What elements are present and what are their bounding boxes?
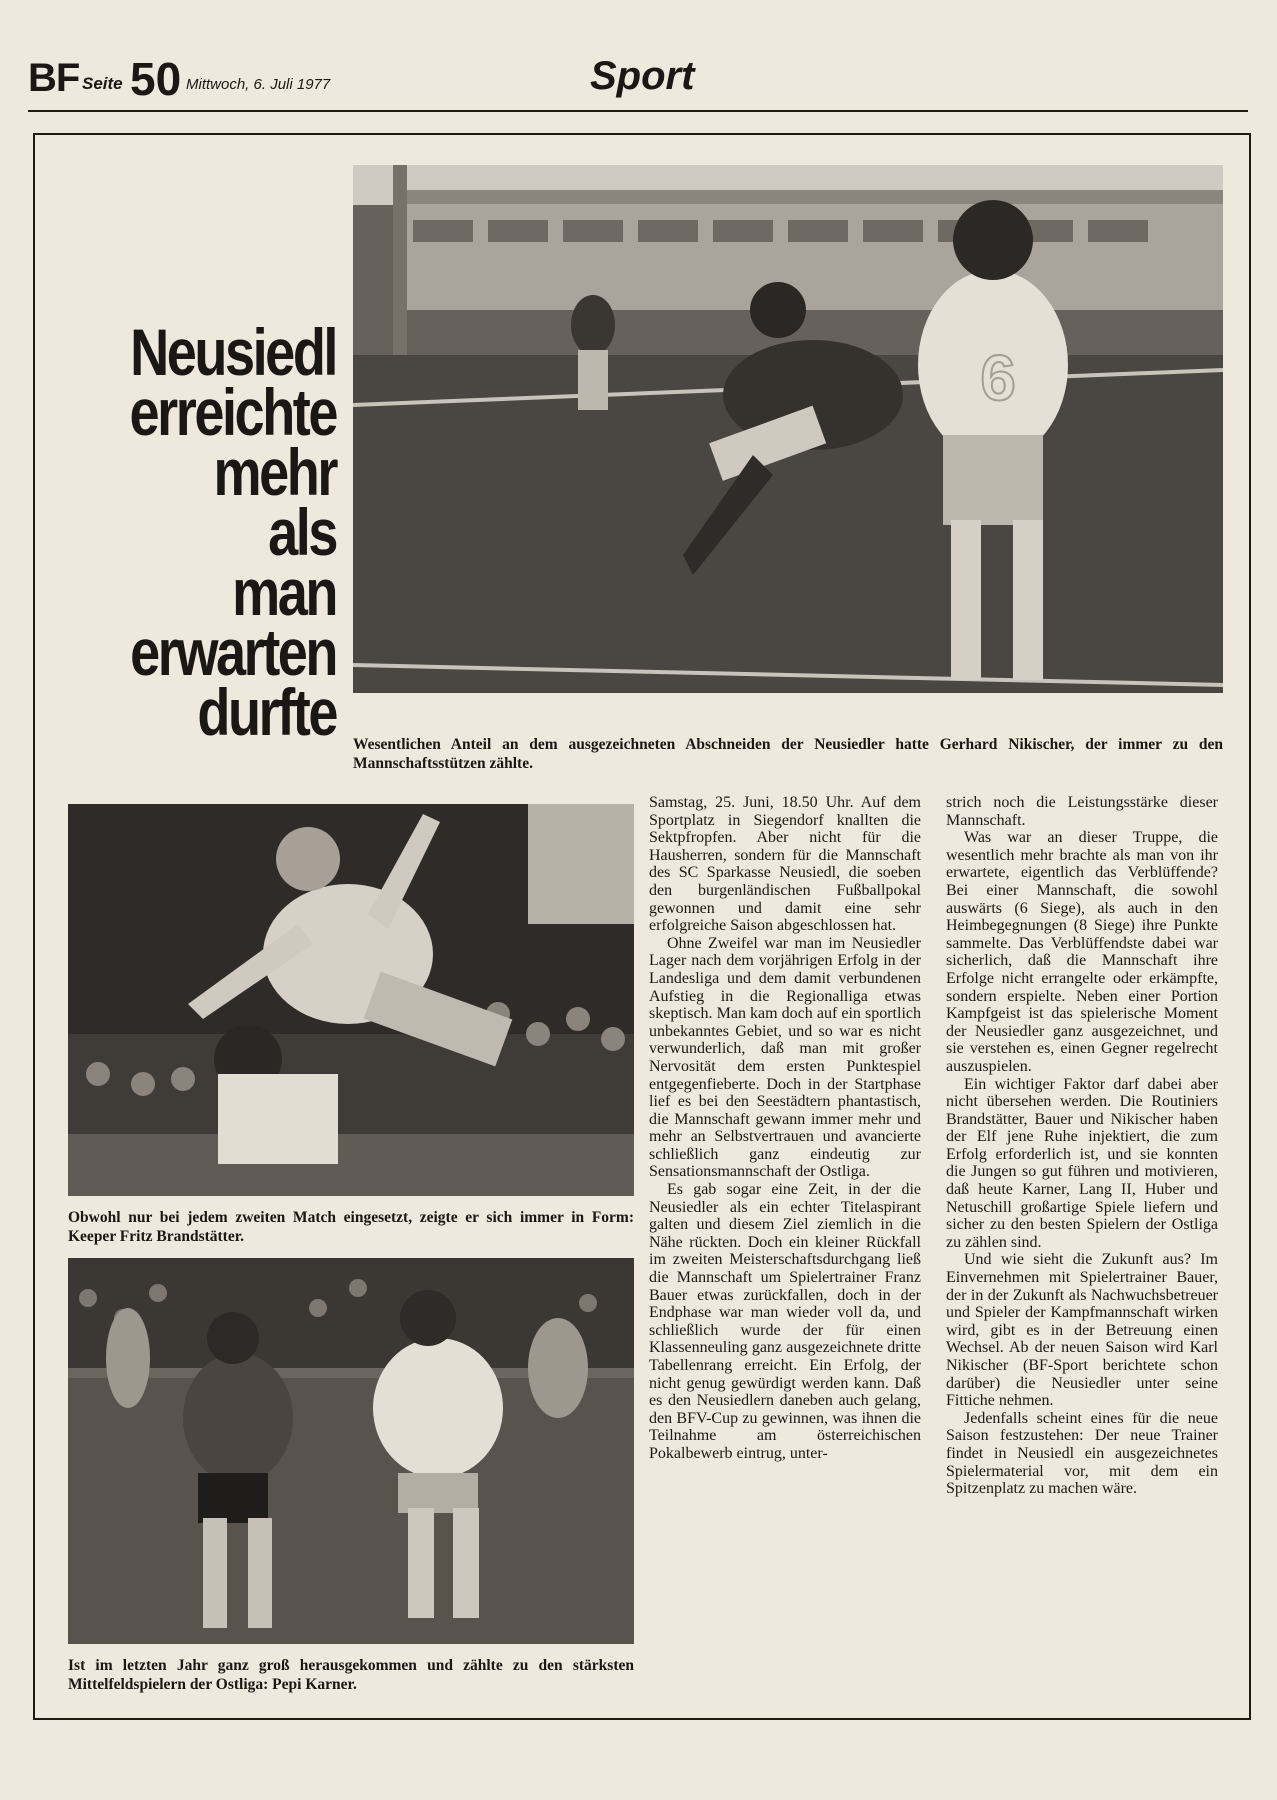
- article-paragraph: Was war an dieser Truppe, die wesentlich mehr brachte als man von ihr erwartete, eigentlich das Verblüffende? Bei einer Mannschaft, die sowohl auswärts (6 Siege), als auch in den Heimbegegnungen (8 Siege) ihre Punkte sammelte. Das Verblüffendste dabei war sicherlich, daß die Mannschaft ihre Erfolge nicht errangelte oder erkämpfte, sondern erspielte. Neben einer Portion Kampfgeist ist das spielerische Moment der Neusiedler ganz ausgezeichnet, und sie verstehen es, einen Gegner regelrecht auszuspielen.: [946, 829, 1218, 1075]
- headline-line: erwarten: [130, 615, 336, 689]
- section-title: Sport: [590, 54, 695, 98]
- caption-middle: Obwohl nur bei jedem zweiten Match eingesetzt, zeigte er sich immer in Form: Keeper Fritz Brandstätter.: [68, 1209, 634, 1245]
- headline-line: durfte: [197, 675, 336, 749]
- photo-karner: [68, 1258, 634, 1644]
- caption-bottom: Ist im letzten Jahr ganz groß herausgekommen und zählte zu den stärksten Mittelfeldspielern der Ostliga: Pepi Karner.: [68, 1657, 634, 1693]
- jersey-number: 6: [980, 342, 1016, 414]
- article-paragraph: Samstag, 25. Juni, 18.50 Uhr. Auf dem Sportplatz in Siegendorf knallten die Sektpfropfen. Aber nicht für die Hausherren, sondern für die Mannschaft des SC Sparkasse Neusiedl, die soeben den burgenländischen Fußballpokal gewonnen und damit eine sehr erfolgreiche Saison abgeschlossen hat.: [649, 794, 921, 935]
- issue-date: Mittwoch, 6. Juli 1977: [186, 76, 331, 93]
- article-paragraph: strich noch die Leistungsstärke dieser Mannschaft.: [946, 794, 1218, 829]
- page-number: 50: [130, 53, 182, 105]
- photo-nikischer: [353, 165, 1223, 693]
- article-paragraph: Ohne Zweifel war man im Neusiedler Lager nach dem vorjährigen Erfolg in der Landesliga und dem damit verbundenen Aufstieg in die Regionalliga etwas skeptisch. Man kam doch auf ein sportlich unbekanntes Gebiet, und so war es nicht verwunderlich, daß man mit großer Nervosität dem ersten Punktespiel entgegenfieberte. Doch in der Startphase lief es bei den Seestädtern phantastisch, die Mannschaft gewann immer mehr und mehr an Selbstvertrauen und avancierte schließlich ganz eindeutig zur Sensationsmannschaft der Ostliga.: [649, 934, 921, 1181]
- photo-brandstaetter: [68, 804, 634, 1196]
- article-paragraph: Und wie sieht die Zukunft aus? Im Einvernehmen mit Spielertrainer Bauer, der in der Zukunft als Nachwuchsbetreuer und Spieler der Kampfmannschaft wirken wird, gibt es in der Betreuung einen Wechsel. Ab der neuen Saison wird Karl Nikischer (BF-Sport berichtete schon darüber) die Neusiedler unter seine Fittiche nehmen.: [946, 1251, 1218, 1410]
- newspaper-logo: BF: [28, 56, 80, 100]
- article-paragraph: Es gab sogar eine Zeit, in der die Neusiedler als ein echter Titelaspirant galten und diesem Ziel ziemlich in die Nähe rückten. Doch ein kleiner Rückfall im zweiten Meisterschaftsdurchgang ließ die Mannschaft um Spielertrainer Franz Bauer etwas zurückfallen, doch in der Endphase war man wieder voll da, und schließlich wurde der für einen Klassenneuling ganz ausgezeichnete dritte Tabellenrang erreicht. Ein Erfolg, der nicht genug gewürdigt werden kann. Daß es den Neusiedlern daneben auch gelang, den BFV-Cup zu gewinnen, was ihnen die Teilnahme am österreichischen Pokalbewerb eintrug, unter-: [649, 1181, 921, 1462]
- article-paragraph: Jedenfalls scheint eines für die neue Saison festzustehen: Der neue Trainer findet in Neusiedl ein ausgezeichnetes Spielermaterial vor, mit dem ein Spitzenplatz zu machen wäre.: [946, 1409, 1218, 1498]
- headline-line: man: [232, 555, 336, 629]
- article-paragraph: Ein wichtiger Faktor darf dabei aber nicht übersehen werden. Die Routiniers Brandstätter, Bauer und Nikischer haben der Elf jene Ruhe injektiert, die zum Erfolg erforderlich ist, und sie konnten die Jungen so gut führen und motivieren, daß heute Karner, Lang II, Huber und Netuschill großartige Spiele liefern und sicher zu den besten Spielern der Ostliga zu zählen sind.: [946, 1075, 1218, 1251]
- headline-line: mehr: [213, 435, 336, 509]
- headline-line: Neusiedl: [130, 315, 336, 389]
- page-label: Seite: [82, 74, 123, 93]
- headline: [93, 315, 336, 749]
- article-column-1: [649, 794, 921, 1463]
- headline-line: als: [268, 495, 336, 569]
- masthead: [28, 50, 1248, 112]
- article-column-2: [946, 794, 1218, 1498]
- headline-line: erreichte: [129, 375, 336, 449]
- caption-top: Wesentlichen Anteil an dem ausgezeichneten Abschneiden der Neusiedler hatte Gerhard Nikischer, der immer zu den Mannschaftsstützen zählte.: [353, 736, 1223, 772]
